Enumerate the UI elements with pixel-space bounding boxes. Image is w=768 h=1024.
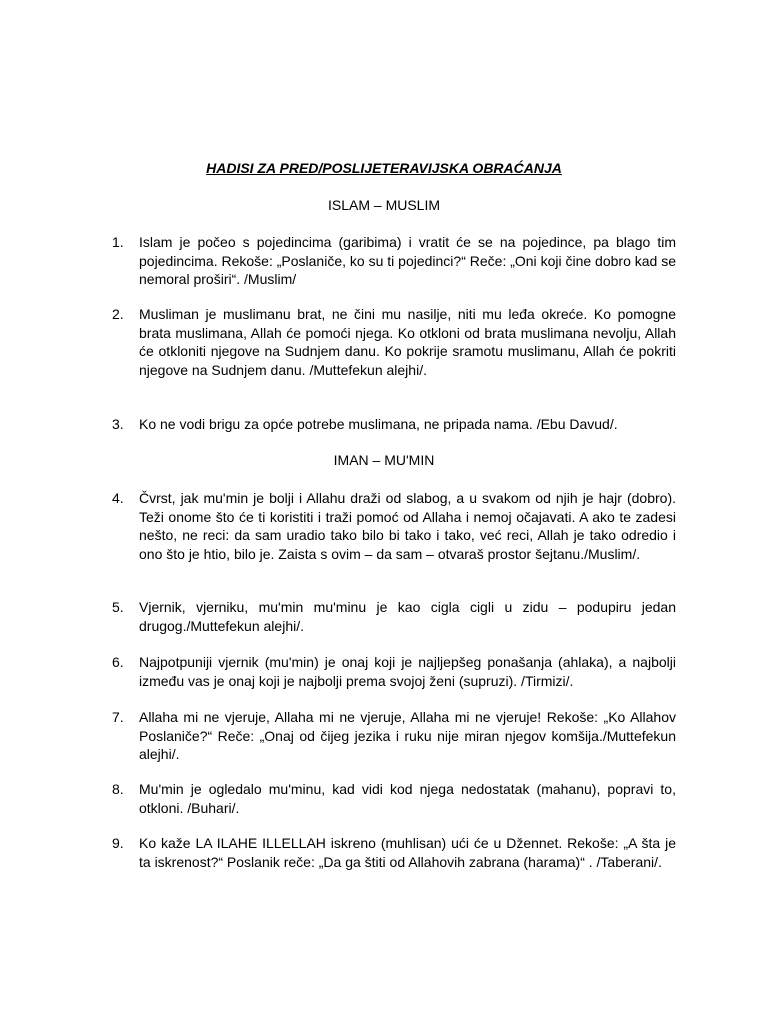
item-text: Ko kaže LA ILAHE ILLELLAH iskreno (muhlisan) ući će u Džennet. Rekoše: „A šta je ta iskrenost?“ Poslanik reče: „Da ga štiti od Allahovih zabrana (harama)“ . /Taberani/. — [139, 835, 676, 870]
list-item — [112, 233, 676, 289]
item-text: Musliman je muslimanu brat, ne čini mu nasilje, niti mu leđa okreće. Ko pomogne brata muslimana, Allah će pomoći njega. Ko otkloni od brata muslimana nevolju, Allah će otkloniti njegove na Sudnjem danu. Ko pokrije sramotu muslimanu, Allah će pokriti njegove na Sudnjem danu. /Muttefekun alejhi/. — [139, 306, 676, 378]
list-item — [112, 708, 676, 764]
item-text: Čvrst, jak mu'min je bolji i Allahu draži od slabog, a u svakom od njih je hajr (dobro). Teži onome što će ti koristiti i traži pomoć od Allaha i nemoj očajavati. A ako te zadesi nešto, ne reci: da sam uradio tako bilo bi tako i tako, već reci, Allah je tako odredio i ono što je htio, bilo je. Zaista s ovim – da sam – otvaraš prostor šejtanu./Muslim/. — [139, 490, 676, 562]
item-text: Ko ne vodi brigu za opće potrebe muslimana, ne pripada nama. /Ebu Davud/. — [139, 416, 618, 432]
section-heading-islam: ISLAM – MUSLIM — [327, 197, 441, 213]
item-number: 5. — [112, 599, 124, 615]
item-number: 6. — [112, 654, 124, 670]
item-number: 1. — [112, 234, 124, 250]
item-text: Mu'min je ogledalo mu'minu, kad vidi kod njega nedostatak (mahanu), popravi to, otkloni. /Buhari/. — [139, 781, 676, 816]
item-number: 4. — [112, 490, 124, 506]
section-heading-iman: IMAN – MU'MIN — [333, 452, 435, 468]
list-item — [112, 834, 676, 871]
item-number: 9. — [112, 835, 124, 851]
list-item — [112, 598, 676, 635]
item-text: Vjernik, vjerniku, mu'min mu'minu je kao cigla cigli u zidu – podupiru jedan drugog./Muttefekun alejhi/. — [139, 599, 676, 634]
item-number: 3. — [112, 416, 124, 432]
item-number: 8. — [112, 781, 124, 797]
item-text: Allaha mi ne vjeruje, Allaha mi ne vjeruje, Allaha mi ne vjeruje! Rekoše: „Ko Allahov Poslaniče?“ Reče: „Onaj od čijeg jezika i ruku nije miran njegov komšija./Muttefekun alejhi/. — [139, 709, 676, 763]
list-item — [112, 653, 676, 690]
item-number: 2. — [112, 306, 124, 322]
item-text: Najpotpuniji vjernik (mu'min) je onaj koji je najljepšeg ponašanja (ahlaka), a najbolji između vas je onaj koji je najbolji prema svojoj ženi (supruzi). /Tirmizi/. — [139, 654, 676, 689]
list-item — [112, 489, 676, 563]
item-text: Islam je počeo s pojedincima (garibima) i vratit će se na pojedince, pa blago tim pojedincima. Rekoše: „Poslaniče, ko su ti pojedinci?“ Reče: „Oni koji čine dobro kad se nemoral proširi“. /Muslim/ — [139, 234, 676, 288]
list-item — [112, 305, 676, 379]
document-title: HADISI ZA PRED/POSLIJETERAVIJSKA OBRAĆANJA — [206, 160, 562, 176]
list-item — [112, 415, 676, 434]
item-number: 7. — [112, 709, 124, 725]
list-item — [112, 780, 676, 817]
